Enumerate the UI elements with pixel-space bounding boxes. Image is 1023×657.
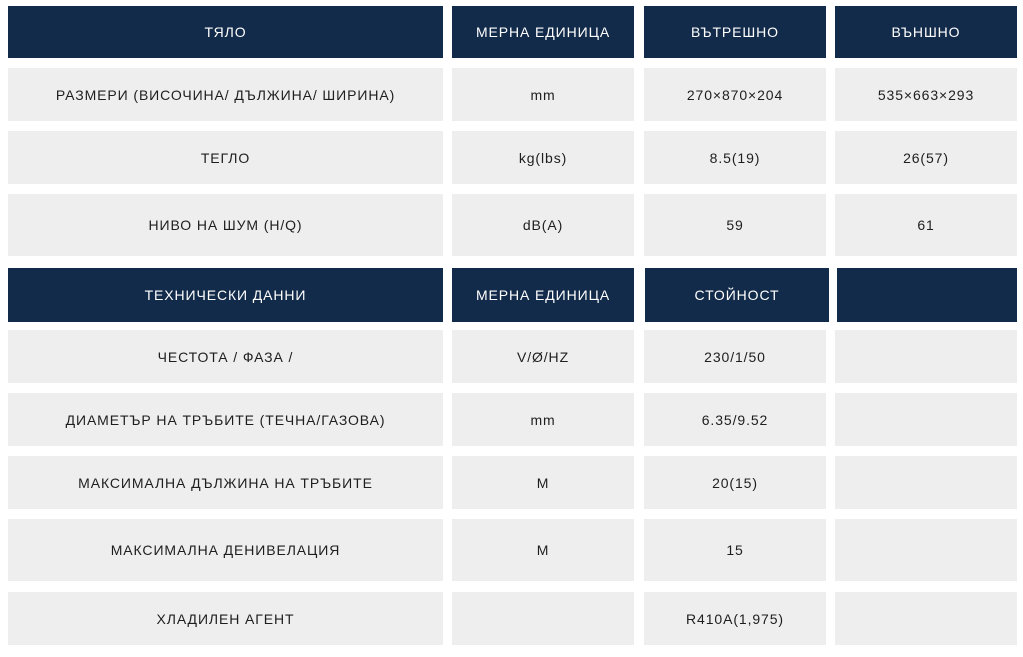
row-max-elevation-unit: M bbox=[452, 519, 634, 581]
row-frequency-value: 230/1/50 bbox=[644, 330, 826, 383]
row-noise-label: НИВО НА ШУМ (H/Q) bbox=[8, 194, 443, 256]
row-max-pipe-length-unit: M bbox=[452, 456, 634, 509]
row-dimensions-unit: mm bbox=[452, 68, 634, 121]
header-indoor: ВЪТРЕШНО bbox=[644, 6, 826, 58]
row-max-pipe-length-value: 20(15) bbox=[644, 456, 826, 509]
row-dimensions-indoor: 270×870×204 bbox=[644, 68, 826, 121]
row-noise-outdoor: 61 bbox=[835, 194, 1017, 256]
row-noise-indoor: 59 bbox=[644, 194, 826, 256]
header-empty bbox=[837, 268, 1017, 322]
row-frequency-empty bbox=[835, 330, 1017, 383]
row-max-elevation-label: МАКСИМАЛНА ДЕНИВЕЛАЦИЯ bbox=[8, 519, 443, 581]
row-refrigerant-label: ХЛАДИЛЕН АГЕНТ bbox=[8, 592, 443, 645]
row-dimensions-label: РАЗМЕРИ (ВИСОЧИНА/ ДЪЛЖИНА/ ШИРИНА) bbox=[8, 68, 443, 121]
row-refrigerant-empty bbox=[835, 592, 1017, 645]
header-value: СТОЙНОСТ bbox=[645, 268, 829, 322]
row-weight-indoor: 8.5(19) bbox=[644, 131, 826, 184]
header-technical-data: ТЕХНИЧЕСКИ ДАННИ bbox=[8, 268, 443, 322]
row-max-elevation-value: 15 bbox=[644, 519, 826, 581]
row-pipe-diameter-value: 6.35/9.52 bbox=[644, 393, 826, 446]
header-unit: МЕРНА ЕДИНИЦА bbox=[452, 6, 634, 58]
row-max-pipe-length-empty bbox=[835, 456, 1017, 509]
row-pipe-diameter-label: ДИАМЕТЪР НА ТРЪБИТЕ (ТЕЧНА/ГАЗОВА) bbox=[8, 393, 443, 446]
row-pipe-diameter-unit: mm bbox=[452, 393, 634, 446]
header-outdoor: ВЪНШНО bbox=[835, 6, 1017, 58]
row-weight-outdoor: 26(57) bbox=[835, 131, 1017, 184]
row-max-elevation-empty bbox=[835, 519, 1017, 581]
header-unit: МЕРНА ЕДИНИЦА bbox=[452, 268, 634, 322]
row-frequency-unit: V/Ø/HZ bbox=[452, 330, 634, 383]
row-frequency-label: ЧЕСТОТА / ФАЗА / bbox=[8, 330, 443, 383]
row-dimensions-outdoor: 535×663×293 bbox=[835, 68, 1017, 121]
row-pipe-diameter-empty bbox=[835, 393, 1017, 446]
header-body: ТЯЛО bbox=[8, 6, 443, 58]
row-max-pipe-length-label: МАКСИМАЛНА ДЪЛЖИНА НА ТРЪБИТЕ bbox=[8, 456, 443, 509]
row-weight-unit: kg(lbs) bbox=[452, 131, 634, 184]
row-refrigerant-unit bbox=[452, 592, 634, 645]
row-weight-label: ТЕГЛО bbox=[8, 131, 443, 184]
row-noise-unit: dB(A) bbox=[452, 194, 634, 256]
row-refrigerant-value: R410A(1,975) bbox=[644, 592, 826, 645]
